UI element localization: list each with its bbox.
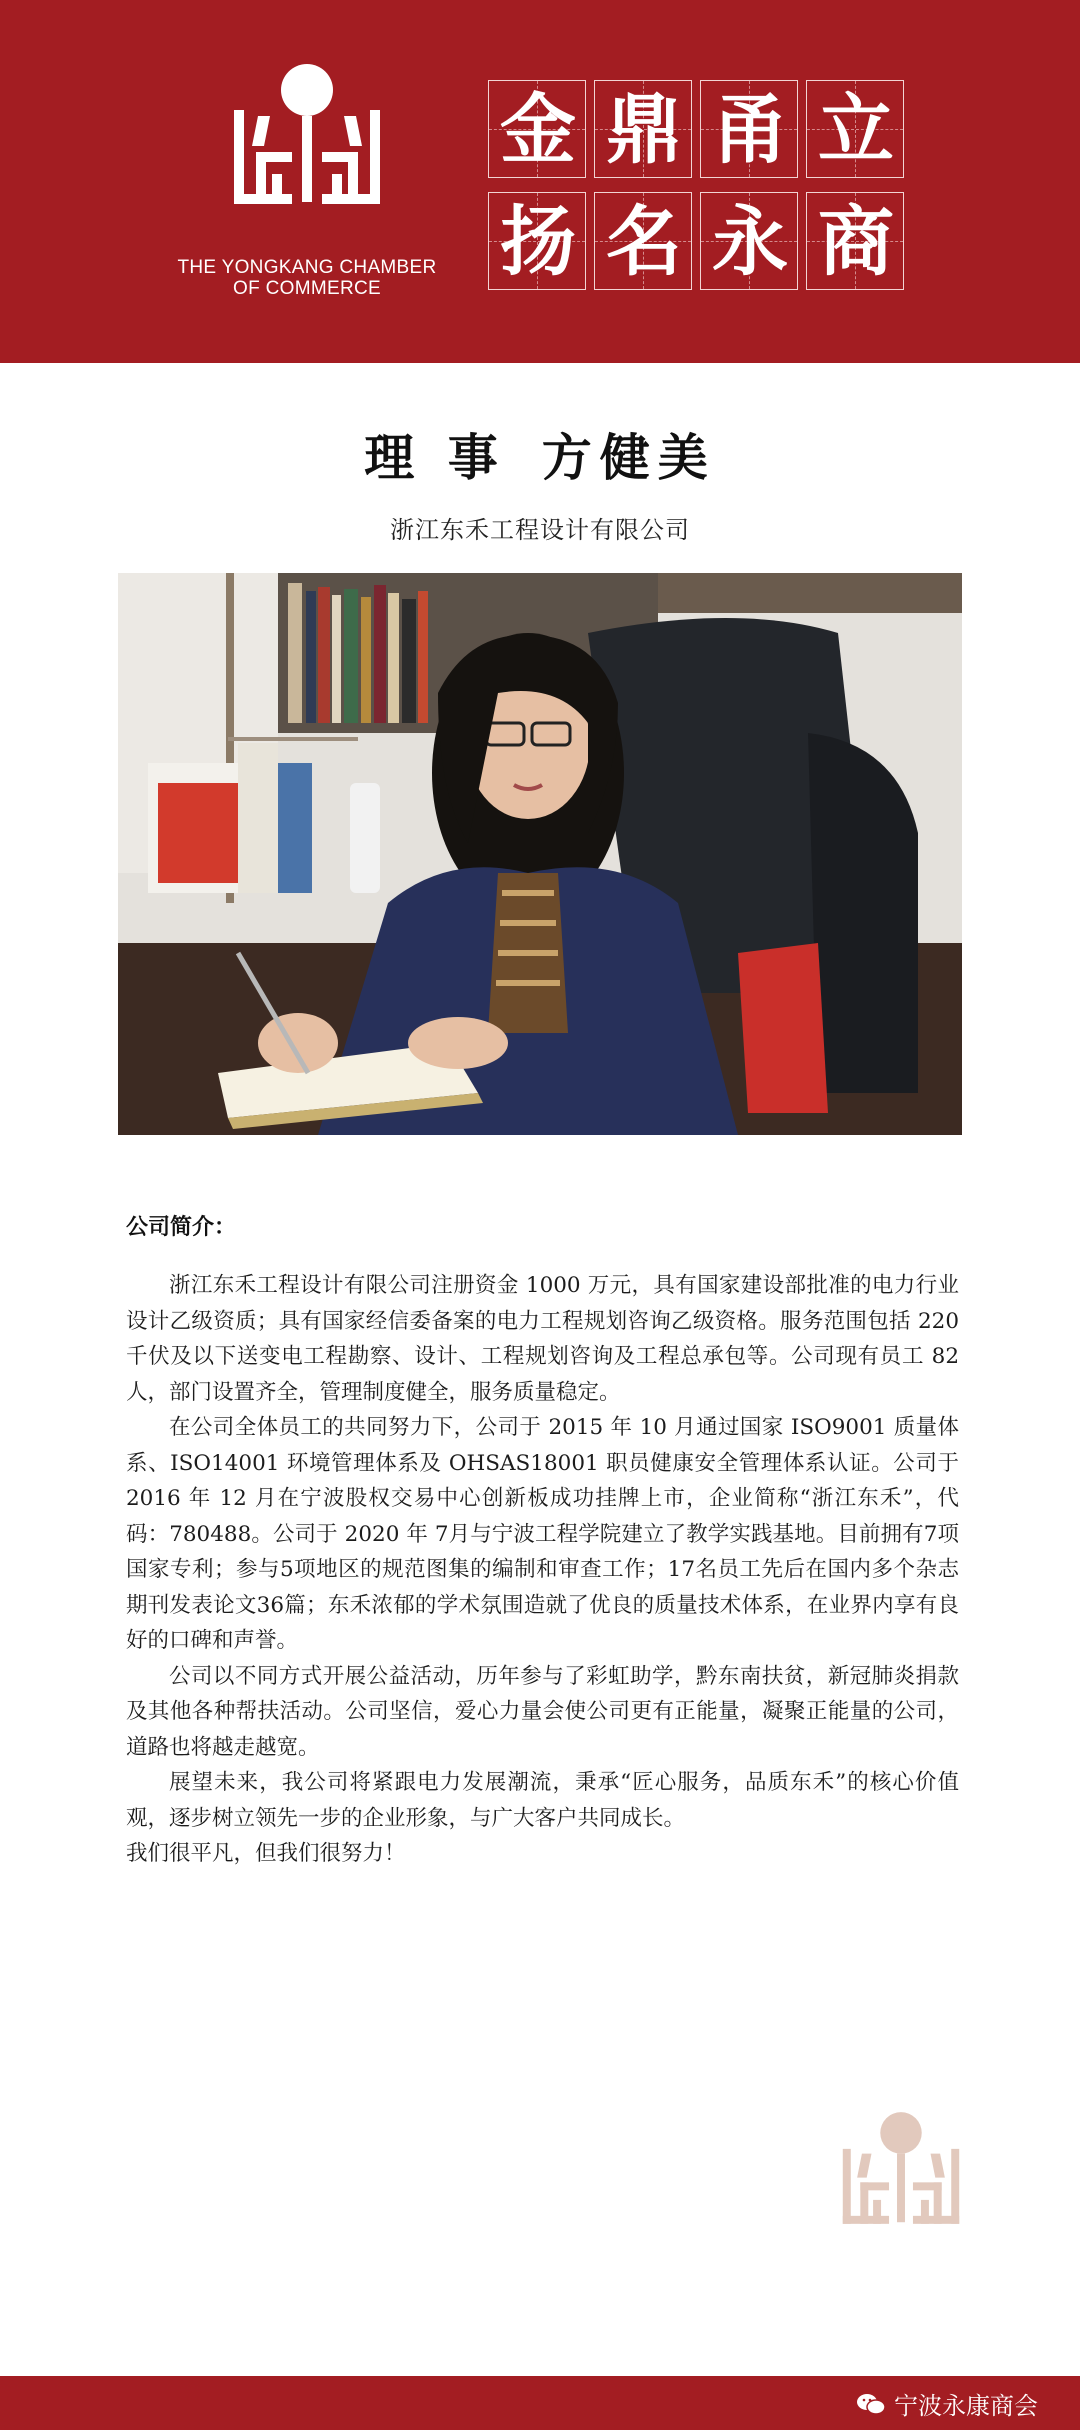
slogan-glyph: 商 [818, 197, 894, 286]
intro-closing-line: 我们很平凡，但我们很努力！ [126, 1841, 406, 1866]
slogan-cell [806, 80, 904, 178]
slogan-glyph: 甬 [712, 85, 788, 174]
logo-english-line-1: THE YONGKANG CHAMBER [177, 257, 437, 278]
intro-paragraph: 展望未来，我公司将紧跟电力发展潮流，秉承“匠心服务，品质东禾”的核心价值观，逐步树立领先一步的企业形象，与广大客户共同成长。 [126, 1770, 959, 1831]
logo-english-line-2: OF COMMERCE [233, 278, 381, 299]
slogan-cell [488, 80, 586, 178]
slogan-glyph: 鼎 [606, 85, 682, 174]
intro-paragraph: 在公司全体员工的共同努力下，公司于 2015 年 10 月通过国家 ISO9001 质量体系、ISO14001 环境管理体系及 OHSAS18001 职员健康安全管理体系认证。公司于 2016 年 12 月在宁波股权交易中心创新板成功挂牌上市，企业简称“浙江东禾”，代码：780488。公司于 2020 年 7月与宁波工程学院建立了教学实践基地。目前拥有7项国家专利；参与5项地区的规范图集的编制和审查工作；17名员工先后在国内多个杂志期刊发表论文36篇；东禾浓郁的学术氛围造就了优良的质量技术体系，在业界内享有良好的口碑和声誉。 [126, 1415, 959, 1653]
slogan-cell [594, 80, 692, 178]
wechat-icon [856, 2392, 886, 2416]
portrait-illustration [118, 573, 962, 1135]
title-role: 理 事 [364, 428, 506, 487]
logo-english-name [172, 257, 442, 299]
intro-body [126, 1268, 959, 1872]
slogan-cell [488, 192, 586, 290]
slogan-cell [700, 192, 798, 290]
intro-paragraph: 公司以不同方式开展公益活动，历年参与了彩虹助学，黔东南扶贫，新冠肺炎捐款及其他各种帮扶活动。公司坚信，爱心力量会使公司更有正能量，凝聚正能量的公司，道路也将越走越宽。 [126, 1663, 959, 1760]
intro-paragraph: 浙江东禾工程设计有限公司注册资金 1000 万元，具有国家建设部批准的电力行业设计乙级资质；具有国家经信委备案的电力工程规划咨询乙级资格。服务范围包括 220 千伏及以下送变电工程勘察、设计、工程规划咨询及工程总承包等。公司现有员工 82人，部门设置齐全，管理制度健全，服务质量稳定。 [126, 1273, 959, 1405]
slogan [488, 80, 908, 292]
wechat-account-tag[interactable] [856, 2386, 1038, 2421]
company-name: 浙江东禾工程设计有限公司 [390, 516, 690, 544]
portrait-photo [118, 573, 962, 1135]
chamber-logo [172, 64, 442, 304]
slogan-cell [700, 80, 798, 178]
title-name: 方健美 [541, 428, 716, 487]
watermark-logo [838, 2112, 964, 2228]
intro-heading: 公司简介： [126, 1214, 237, 1240]
header-banner [0, 0, 1080, 363]
chamber-logo-icon [228, 64, 386, 204]
slogan-cell [594, 192, 692, 290]
slogan-glyph: 名 [606, 197, 682, 286]
slogan-cell [806, 192, 904, 290]
slogan-glyph: 扬 [500, 197, 576, 286]
slogan-glyph: 金 [500, 85, 576, 174]
page-title [0, 418, 1080, 490]
chamber-logo-watermark-icon [838, 2112, 964, 2224]
slogan-glyph: 立 [818, 85, 894, 174]
slogan-glyph: 永 [712, 197, 788, 286]
wechat-account-name: 宁波永康商会 [894, 2392, 1038, 2420]
